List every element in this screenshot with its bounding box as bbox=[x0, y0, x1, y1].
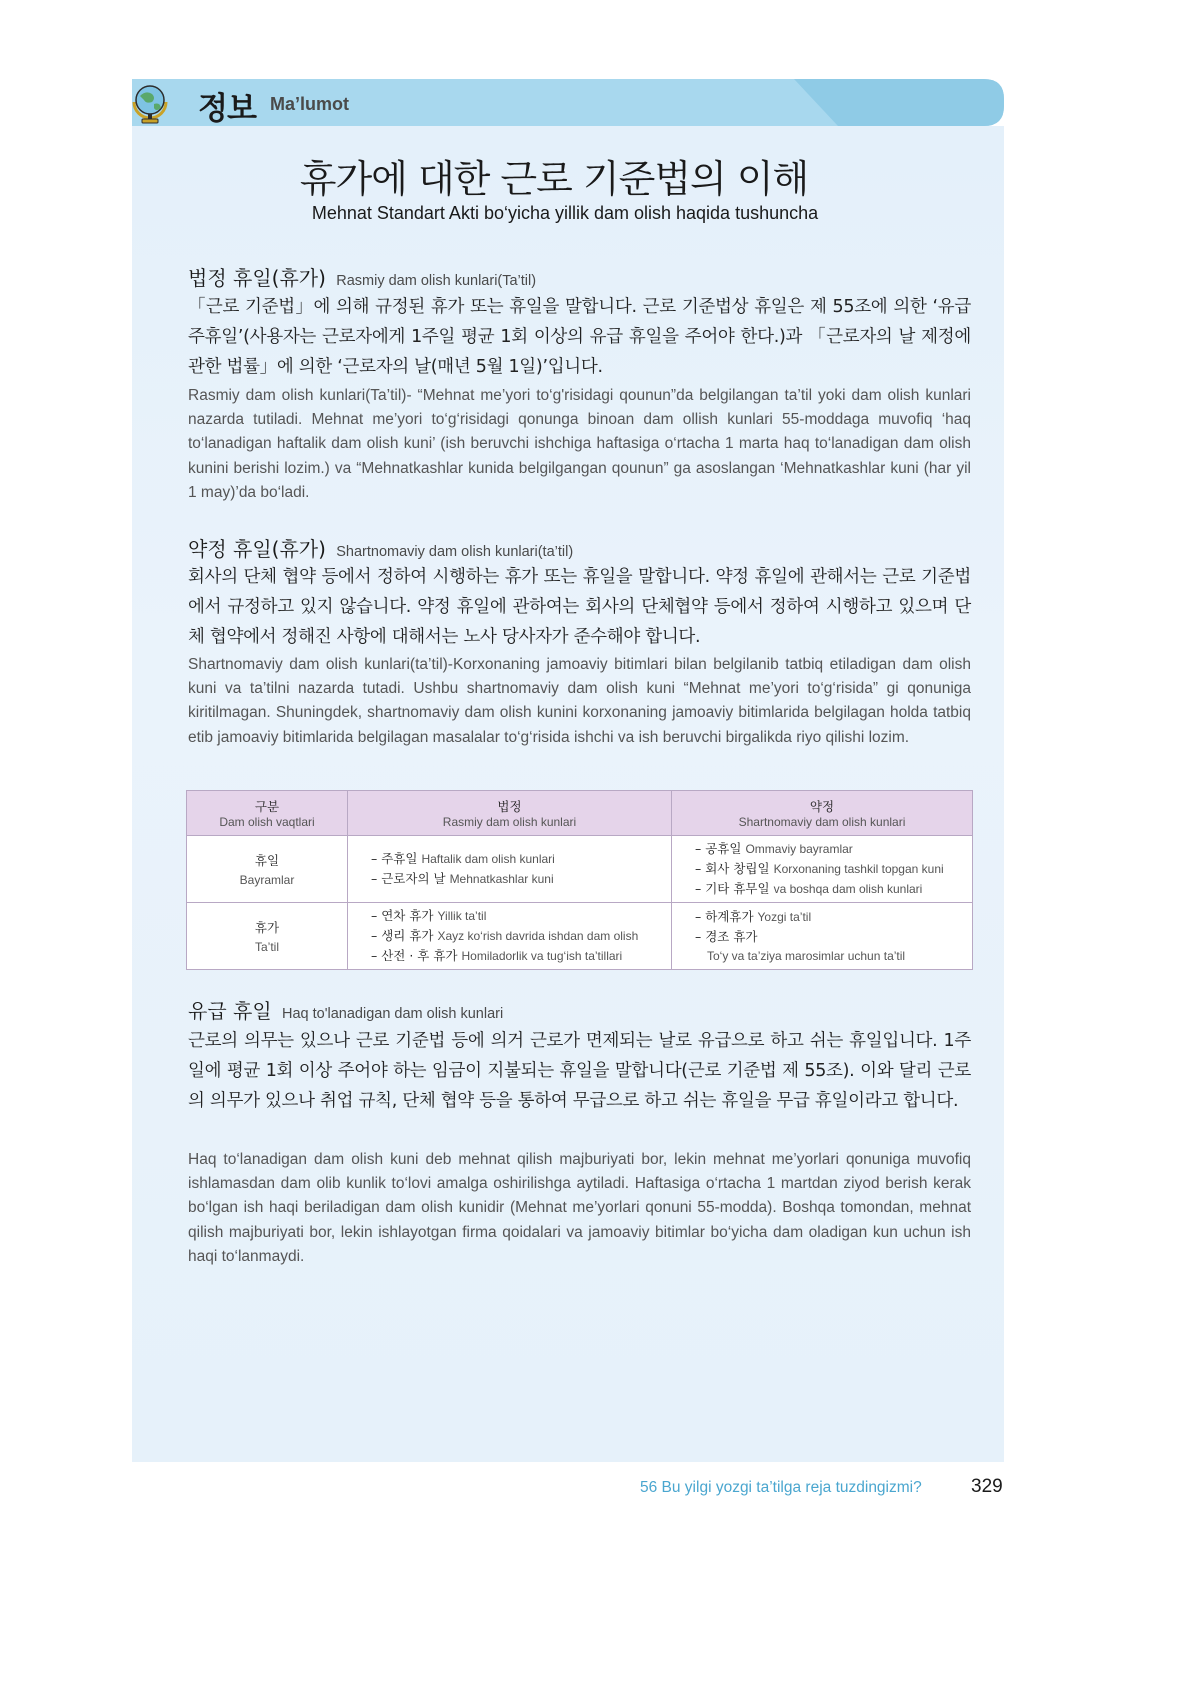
list-item: – 산전 · 후 휴가 Homiladorlik va tug‘ish ta’tillari bbox=[371, 948, 623, 963]
table-row bbox=[187, 903, 973, 970]
header-en: Dam olish vaqtlari bbox=[219, 815, 315, 829]
list-item: – 생리 휴가 Xayz ko‘rish davrida ishdan dam olish bbox=[371, 928, 639, 943]
table-category-cell bbox=[187, 903, 348, 970]
header-ko: 구분 bbox=[254, 799, 280, 814]
article-title: 휴가에 대한 근로 기준법의 이해 bbox=[299, 157, 809, 201]
chapter-footer: 56 Bu yilgi yozgi ta’tilga reja tuzdingizmi? bbox=[640, 1479, 922, 1496]
list-item-continuation: To‘y va ta’ziya marosimlar uchun ta’til bbox=[707, 948, 906, 963]
category-ko: 휴가 bbox=[254, 920, 280, 935]
list-item: – 공휴일 Ommaviy bayramlar bbox=[695, 841, 853, 856]
table-contract-cell bbox=[672, 903, 973, 970]
section-heading-paid-holidays bbox=[188, 995, 503, 1024]
table-header-cell bbox=[187, 791, 348, 836]
table-row bbox=[187, 836, 973, 903]
category-en: Ta’til bbox=[254, 940, 279, 954]
article-subtitle: Mehnat Standart Akti bo‘yicha yillik dam olish haqida tushuncha bbox=[311, 203, 819, 223]
page-number: 329 bbox=[971, 1476, 1003, 1497]
table-legal-cell bbox=[348, 903, 672, 970]
section-heading-translation: Haq to'lanadigan dam olish kunlari bbox=[282, 1006, 504, 1022]
section-heading-contract-holidays bbox=[188, 533, 573, 562]
section-uzbek-text: Haq to‘lanadigan dam olish kuni deb mehnat qilish majburiyati bor, lekin mehnat me’yorlari qonuniga muvofiq ishlamasdan dam olib kunlik to‘lovi amalga oshirilishga aytiladi. Haftasiga o‘rtacha 1 martdan ziyod berish kerak bo‘lgan ish haqi beriladigan dam olish kunidir (Mehnat me’yorlari qonuni 55-modda). Boshqa tomondan, mehnat qilish majburiyati bor, lekin ishlayotgan firma qoidalari va jamoaviy bitimlar bo‘yicha dam oladigan kun uchun ish haqi to‘lanmaydi. bbox=[188, 1151, 971, 1265]
holiday-table bbox=[186, 790, 973, 970]
globe-icon bbox=[128, 80, 172, 124]
section-uzbek-text: Shartnomaviy dam olish kunlari(ta’til)-Korxonaning jamoaviy bitimlari bilan belgilanib tatbiq etiladigan dam olish kuni va ta’tilni nazarda tutadi. Ushbu shartnomaviy dam olish kuni “Mehnat me’yori to‘g‘risida” gi qonuniga kiritilmagan. Shuningdek, shartnomaviy dam olish kunini korxonaning jamoaviy bitimlarida belgilagan holda tatbiq etib jamoaviy bitimlarida belgilagan masalalar to‘g‘risida ishchi va ish beruvchi birgalikda riyo qilishi lozim. bbox=[188, 656, 971, 746]
section-heading-legal-holidays bbox=[188, 262, 536, 291]
header-ko: 법정 bbox=[497, 799, 522, 814]
section-heading-translation: Shartnomaviy dam olish kunlari(ta’til) bbox=[336, 544, 574, 560]
list-item: – 회사 창립일 Korxonaning tashkil topgan kuni bbox=[695, 861, 944, 876]
section-korean-text: 회사의 단체 협약 등에서 정하여 시행하는 휴가 또는 휴일을 말합니다. 약정 휴일에 관해서는 근로 기준법에서 규정하고 있지 않습니다. 약정 휴일에 관하여는 회사의 단체협약 등에서 정하여 시행하고 있으며 단체 협약에서 정해진 사항에 대해서는 노사 당사자가 준수해야 합니다. bbox=[188, 567, 971, 647]
list-item: – 기타 휴무일 va boshqa dam olish kunlari bbox=[695, 881, 923, 896]
info-label-translation: Ma’lumot bbox=[270, 94, 349, 114]
section-heading-text: 약정 휴일(휴가) bbox=[188, 537, 326, 561]
list-item: – 하계휴가 Yozgi ta’til bbox=[695, 908, 812, 924]
table-contract-cell bbox=[672, 836, 973, 903]
section-korean-text: 「근로 기준법」에 의해 규정된 휴가 또는 휴일을 말합니다. 근로 기준법상 휴일은 제 55조에 의한 ‘유급 주휴일’(사용자는 근로자에게 1주일 평균 1회 이상의 유급 휴일을 주어야 한다.)과 「근로자의 날 제정에 관한 법률」에 의한 ‘근로자의 날(매년 5월 1일)’입니다. bbox=[188, 297, 971, 377]
table-header-cell bbox=[672, 791, 973, 836]
section-heading-translation: Rasmiy dam olish kunlari(Ta’til) bbox=[336, 273, 537, 289]
category-ko: 휴일 bbox=[254, 853, 280, 868]
list-item: – 경조 휴가 To‘y va ta’ziya marosimlar uchun ta’til bbox=[673, 927, 971, 966]
header-tab bbox=[132, 79, 1004, 126]
header-en: Shartnomaviy dam olish kunlari bbox=[738, 815, 906, 829]
header-en: Rasmiy dam olish kunlari bbox=[442, 815, 577, 829]
list-item: – 근로자의 날 Mehnatkashlar kuni bbox=[371, 871, 554, 886]
section-heading-text: 법정 휴일(휴가) bbox=[188, 266, 326, 290]
section-heading-text: 유급 휴일 bbox=[188, 999, 272, 1023]
section-korean-text: 근로의 의무는 있으나 근로 기준법 등에 의거 근로가 면제되는 날로 유급으로 하고 쉬는 휴일입니다. 1주일에 평균 1회 이상 주어야 하는 임금이 지불되는 휴일을 말합니다(근로 기준법 제 55조). 이와 달리 근로의 의무가 있으나 취업 규칙, 단체 협약 등을 통하여 무급으로 하고 쉬는 휴일을 무급 휴일이라고 합니다. bbox=[188, 1031, 971, 1111]
list-item: – 주휴일 Haftalik dam olish kunlari bbox=[371, 851, 555, 866]
table-legal-cell bbox=[348, 836, 672, 903]
table-category-cell bbox=[187, 836, 348, 903]
table-header-cell bbox=[348, 791, 672, 836]
info-label: 정보 bbox=[198, 91, 256, 127]
category-en: Bayramlar bbox=[239, 873, 295, 887]
header-ko: 약정 bbox=[809, 799, 835, 814]
table-header-row bbox=[187, 791, 973, 836]
list-item: – 연차 휴가 Yillik ta’til bbox=[371, 908, 487, 923]
section-uzbek-text: Rasmiy dam olish kunlari(Ta’til)- “Mehnat me’yori to‘g'risidagi qounun”da belgilangan ta’til yoki dam olish kunlari nazarda tutiladi. Mehnat me’yori to‘g‘risidagi qonunga binoan dam ollish kunlari 55-moddaga muvofiq ‘haq to‘lanadigan haftalik dam olish kuni’ (ish beruvchi ishchiga haftasiga o‘rtacha 1 marta haq to‘lanadigan dam olish kunini berishi lozim.) va “Mehnatkashlar kunida belgilgangan qounun” ga asoslangan ‘Mehnatkashlar kuni (har yil 1 may)’da bo‘ladi. bbox=[188, 387, 971, 501]
